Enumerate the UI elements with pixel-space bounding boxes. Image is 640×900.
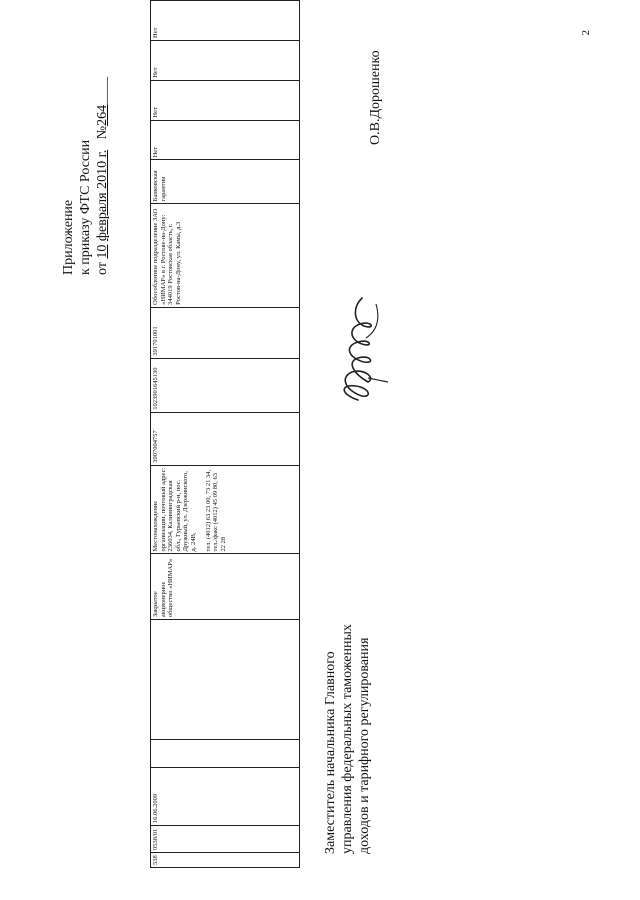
table-row [151, 1, 300, 868]
appendix-number: 264 [95, 104, 110, 126]
cell-registration-code: 0538/01 [151, 826, 300, 853]
appendix-day: 10 [95, 244, 110, 259]
appendix-number-label: № [95, 125, 110, 140]
signatory-title-line-2: управления федеральных таможенных [340, 624, 355, 854]
signatory-title-line-1: Заместитель начальника Главного [323, 651, 338, 854]
register-table [150, 0, 300, 868]
signatory-title-line-3: доходов и тарифного регулирования [357, 637, 372, 854]
cell-ogrn: 1023901645130 [151, 358, 300, 412]
cell-kpp: 391701001 [151, 307, 300, 358]
appendix-month-year: февраля 2010 г. [95, 149, 110, 242]
signatory-title [322, 624, 373, 854]
appendix-date-prefix: от [95, 258, 110, 275]
cell-branch: Обособленное подразделение ЗАО «НИМАР» в г. Ростове-на-Дону: 344019 Ростовская область, г. Ростов-на-Дону, ул. Камы, д.3 [151, 204, 300, 307]
cell-flag-4: Нет [151, 1, 300, 41]
cell-flag-3: Нет [151, 40, 300, 80]
cell-date: 16.06.2009 [151, 768, 300, 826]
cell-row-number: 538 [151, 853, 300, 868]
cell-flag-1: Нет [151, 120, 300, 160]
appendix-title: Приложение [61, 199, 76, 275]
signatory-name: О.В.Дорошенко [368, 50, 383, 145]
cell-guarantee: Банковская гарантия [151, 160, 300, 204]
appendix-date-line: от 10 февраля 2010 г. №264____ [95, 76, 110, 275]
appendix-header [60, 77, 111, 275]
cell-organization-name: Закрытое акционерное общество «НИМАР» [151, 554, 300, 620]
cell-inn: 3907004757 [151, 412, 300, 465]
cell-location: Местонахождение организации, почтовый адрес: 236034, Калининградская обл., Гурьевский р-н, пос. Дружный, ул. Дзержинского, д. 24В, тел. (4012) 63 23 00, 73 21 34, тел./факс (4012) 45 09 80, 63 22 28 [151, 465, 300, 554]
cell-blank-2 [151, 620, 300, 740]
appendix-order-ref: к приказу ФТС России [78, 139, 93, 275]
cell-blank-1 [151, 740, 300, 768]
cell-flag-2: Нет [151, 80, 300, 120]
handwritten-signature [318, 288, 398, 408]
page-number: 2 [580, 30, 592, 36]
